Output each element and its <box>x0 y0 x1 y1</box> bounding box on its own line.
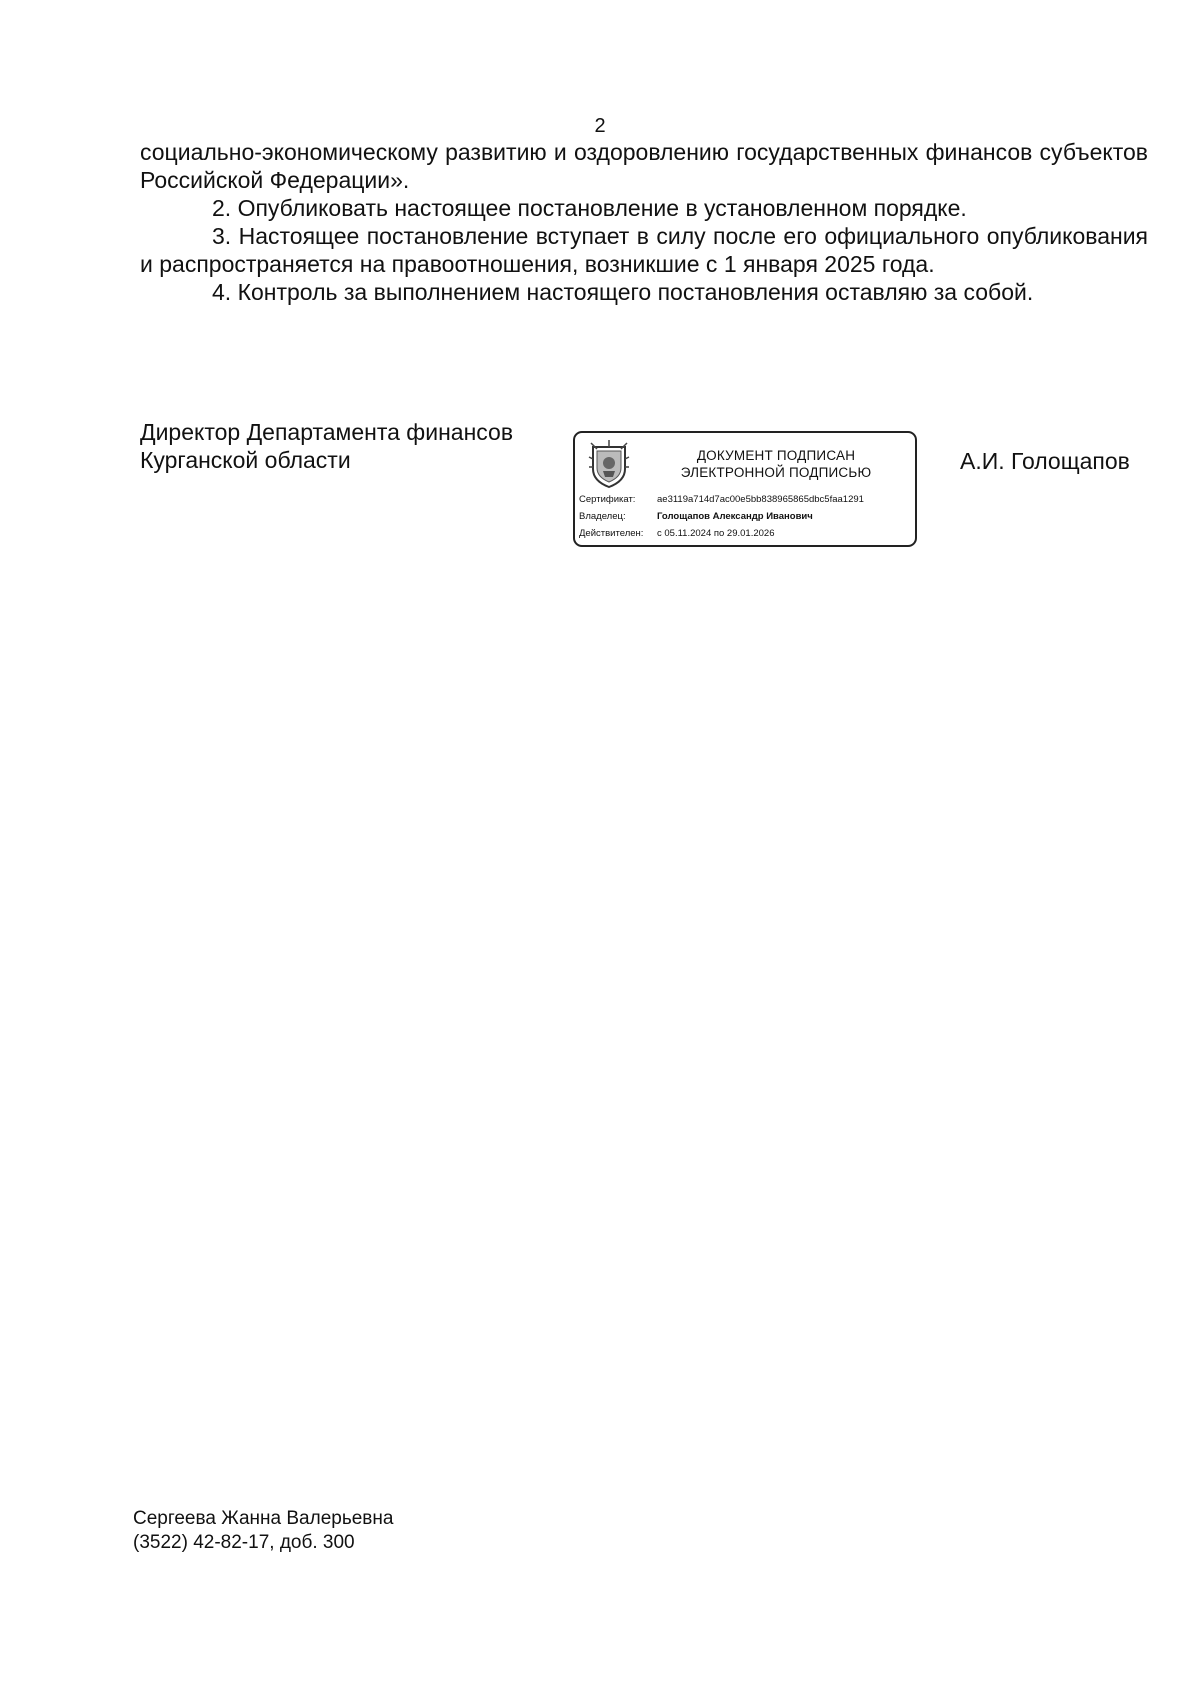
certificate-value: ae3119a714d7ac00e5bb838965865dbc5faa1291 <box>657 494 864 505</box>
signer-title-line-2: Курганской области <box>140 447 351 473</box>
stamp-heading-line-1: ДОКУМЕНТ ПОДПИСАН <box>696 448 856 463</box>
paragraph-continuation: социально-экономическому развитию и оздоровлению государственных финансов субъектов Российской Федерации». <box>140 139 1148 193</box>
stamp-heading-line-2: ЭЛЕКТРОННОЙ ПОДПИСЬЮ <box>680 465 872 480</box>
coat-of-arms-icon <box>587 439 631 489</box>
paragraph-2: 2. Опубликовать настоящее постановление в установленном порядке. <box>212 195 967 221</box>
electronic-signature-stamp <box>573 431 917 547</box>
executor-phone: (3522) 42-82-17, доб. 300 <box>133 1532 355 1553</box>
stamp-validity-row <box>579 528 774 540</box>
document-body <box>140 138 1148 306</box>
certificate-label: Сертификат: <box>579 494 636 505</box>
stamp-certificate-row <box>579 494 864 506</box>
executor-info <box>133 1507 393 1555</box>
owner-value: Голощапов Александр Иванович <box>657 511 813 522</box>
validity-label: Действителен: <box>579 528 644 539</box>
stamp-heading <box>645 447 907 481</box>
paragraph-4: 4. Контроль за выполнением настоящего постановления оставляю за собой. <box>212 279 1034 305</box>
page-number: 2 <box>594 115 606 137</box>
stamp-owner-row <box>579 511 813 523</box>
paragraph-3: 3. Настоящее постановление вступает в силу после его официального опубликования и распространяется на правоотношения, возникшие с 1 января 2025 года. <box>140 223 1148 277</box>
executor-name: Сергеева Жанна Валерьевна <box>133 1508 394 1529</box>
signer-title <box>140 418 560 474</box>
owner-label: Владелец: <box>579 511 626 522</box>
signer-name: А.И. Голощапов <box>960 448 1130 474</box>
validity-value: с 05.11.2024 по 29.01.2026 <box>657 528 775 539</box>
signer-title-line-1: Директор Департамента финансов <box>140 419 514 445</box>
